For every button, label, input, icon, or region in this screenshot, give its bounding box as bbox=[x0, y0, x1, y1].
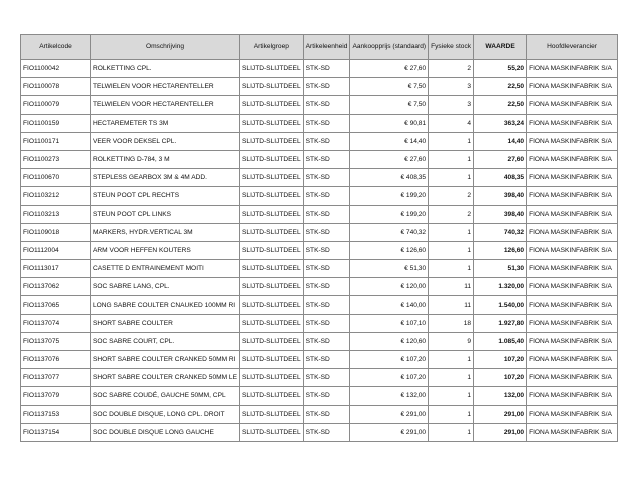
cell-description: ARM VOOR HEFFEN KOUTERS bbox=[91, 241, 240, 259]
cell-quantity: 1 bbox=[429, 369, 474, 387]
cell-quantity: 1 bbox=[429, 405, 474, 423]
table-row bbox=[21, 132, 618, 150]
cell-unit: STK-SD bbox=[303, 114, 350, 132]
cell-code: FIO1103212 bbox=[21, 187, 91, 205]
cell-quantity: 3 bbox=[429, 78, 474, 96]
cell-code: FIO1100171 bbox=[21, 132, 91, 150]
cell-price: € 107,20 bbox=[350, 351, 429, 369]
cell-supplier: FIONA MASKINFABRIK S/A bbox=[527, 369, 618, 387]
header-description: Omschrijving bbox=[91, 35, 240, 60]
cell-description: TELWIELEN VOOR HECTARENTELLER bbox=[91, 96, 240, 114]
cell-price: € 291,00 bbox=[350, 423, 429, 441]
cell-code: FIO1137077 bbox=[21, 369, 91, 387]
cell-code: FIO1137076 bbox=[21, 351, 91, 369]
cell-code: FIO1100670 bbox=[21, 169, 91, 187]
cell-unit: STK-SD bbox=[303, 314, 350, 332]
table-row bbox=[21, 205, 618, 223]
cell-price: € 408,35 bbox=[350, 169, 429, 187]
cell-unit: STK-SD bbox=[303, 423, 350, 441]
cell-quantity: 2 bbox=[429, 205, 474, 223]
cell-group: SLIJTD-SLIJTDEEL bbox=[240, 114, 304, 132]
cell-value: 291,00 bbox=[474, 423, 527, 441]
cell-quantity: 1 bbox=[429, 132, 474, 150]
cell-supplier: FIONA MASKINFABRIK S/A bbox=[527, 169, 618, 187]
cell-unit: STK-SD bbox=[303, 169, 350, 187]
cell-price: € 199,20 bbox=[350, 205, 429, 223]
cell-quantity: 2 bbox=[429, 60, 474, 78]
cell-unit: STK-SD bbox=[303, 223, 350, 241]
cell-code: FIO1100273 bbox=[21, 150, 91, 168]
cell-code: FIO1137154 bbox=[21, 423, 91, 441]
cell-supplier: FIONA MASKINFABRIK S/A bbox=[527, 351, 618, 369]
cell-supplier: FIONA MASKINFABRIK S/A bbox=[527, 387, 618, 405]
cell-code: FIO1100042 bbox=[21, 60, 91, 78]
cell-code: FIO1137075 bbox=[21, 332, 91, 350]
cell-code: FIO1100078 bbox=[21, 78, 91, 96]
cell-description: MARKERS, HYDR.VERTICAL 3M bbox=[91, 223, 240, 241]
cell-code: FIO1109018 bbox=[21, 223, 91, 241]
cell-code: FIO1137079 bbox=[21, 387, 91, 405]
cell-price: € 7,50 bbox=[350, 78, 429, 96]
cell-group: SLIJTD-SLIJTDEEL bbox=[240, 296, 304, 314]
cell-quantity: 1 bbox=[429, 150, 474, 168]
table-row bbox=[21, 387, 618, 405]
table-row bbox=[21, 405, 618, 423]
cell-value: 398,40 bbox=[474, 187, 527, 205]
cell-group: SLIJTD-SLIJTDEEL bbox=[240, 314, 304, 332]
cell-quantity: 9 bbox=[429, 332, 474, 350]
cell-description: TELWIELEN VOOR HECTARENTELLER bbox=[91, 78, 240, 96]
cell-group: SLIJTD-SLIJTDEEL bbox=[240, 169, 304, 187]
cell-group: SLIJTD-SLIJTDEEL bbox=[240, 205, 304, 223]
inventory-sheet bbox=[20, 34, 618, 442]
cell-unit: STK-SD bbox=[303, 132, 350, 150]
cell-price: € 120,60 bbox=[350, 332, 429, 350]
table-row bbox=[21, 223, 618, 241]
cell-group: SLIJTD-SLIJTDEEL bbox=[240, 132, 304, 150]
cell-supplier: FIONA MASKINFABRIK S/A bbox=[527, 78, 618, 96]
cell-unit: STK-SD bbox=[303, 405, 350, 423]
cell-group: SLIJTD-SLIJTDEEL bbox=[240, 150, 304, 168]
cell-group: SLIJTD-SLIJTDEEL bbox=[240, 60, 304, 78]
cell-unit: STK-SD bbox=[303, 96, 350, 114]
cell-description: CASETTE D ENTRAINEMENT MOITI bbox=[91, 260, 240, 278]
table-row bbox=[21, 296, 618, 314]
cell-value: 398,40 bbox=[474, 205, 527, 223]
cell-value: 363,24 bbox=[474, 114, 527, 132]
cell-price: € 740,32 bbox=[350, 223, 429, 241]
cell-price: € 7,50 bbox=[350, 96, 429, 114]
table-row bbox=[21, 423, 618, 441]
cell-value: 132,00 bbox=[474, 387, 527, 405]
cell-value: 14,40 bbox=[474, 132, 527, 150]
cell-price: € 140,00 bbox=[350, 296, 429, 314]
cell-supplier: FIONA MASKINFABRIK S/A bbox=[527, 423, 618, 441]
cell-code: FIO1137153 bbox=[21, 405, 91, 423]
table-row bbox=[21, 187, 618, 205]
table-row bbox=[21, 60, 618, 78]
cell-group: SLIJTD-SLIJTDEEL bbox=[240, 351, 304, 369]
cell-price: € 120,00 bbox=[350, 278, 429, 296]
cell-unit: STK-SD bbox=[303, 351, 350, 369]
cell-group: SLIJTD-SLIJTDEEL bbox=[240, 369, 304, 387]
cell-quantity: 1 bbox=[429, 169, 474, 187]
cell-quantity: 11 bbox=[429, 278, 474, 296]
cell-quantity: 1 bbox=[429, 223, 474, 241]
cell-supplier: FIONA MASKINFABRIK S/A bbox=[527, 260, 618, 278]
cell-price: € 291,00 bbox=[350, 405, 429, 423]
cell-supplier: FIONA MASKINFABRIK S/A bbox=[527, 96, 618, 114]
cell-price: € 126,60 bbox=[350, 241, 429, 259]
cell-value: 22,50 bbox=[474, 96, 527, 114]
cell-code: FIO1103213 bbox=[21, 205, 91, 223]
table-row bbox=[21, 150, 618, 168]
cell-code: FIO1112004 bbox=[21, 241, 91, 259]
table-row bbox=[21, 241, 618, 259]
cell-description: VEER VOOR DEKSEL CPL. bbox=[91, 132, 240, 150]
cell-supplier: FIONA MASKINFABRIK S/A bbox=[527, 114, 618, 132]
cell-code: FIO1137062 bbox=[21, 278, 91, 296]
header-unit: Artikeleenheid bbox=[303, 35, 350, 60]
cell-quantity: 1 bbox=[429, 260, 474, 278]
table-body bbox=[21, 60, 618, 442]
cell-unit: STK-SD bbox=[303, 260, 350, 278]
table-row bbox=[21, 78, 618, 96]
header-row bbox=[21, 35, 618, 60]
cell-unit: STK-SD bbox=[303, 241, 350, 259]
cell-value: 126,60 bbox=[474, 241, 527, 259]
cell-description: SOC DOUBLE DISQUE LONG GAUCHE bbox=[91, 423, 240, 441]
cell-code: FIO1100159 bbox=[21, 114, 91, 132]
cell-description: SOC SABRE COURT, CPL. bbox=[91, 332, 240, 350]
header-quantity: Fysieke stock bbox=[429, 35, 474, 60]
cell-supplier: FIONA MASKINFABRIK S/A bbox=[527, 205, 618, 223]
table-row bbox=[21, 369, 618, 387]
cell-code: FIO1137065 bbox=[21, 296, 91, 314]
cell-group: SLIJTD-SLIJTDEEL bbox=[240, 241, 304, 259]
cell-quantity: 2 bbox=[429, 187, 474, 205]
cell-code: FIO1100079 bbox=[21, 96, 91, 114]
cell-value: 1.540,00 bbox=[474, 296, 527, 314]
cell-value: 27,60 bbox=[474, 150, 527, 168]
cell-unit: STK-SD bbox=[303, 205, 350, 223]
cell-value: 107,20 bbox=[474, 369, 527, 387]
header-group: Artikelgroep bbox=[240, 35, 304, 60]
cell-description: ROLKETTING D-784, 3 M bbox=[91, 150, 240, 168]
cell-quantity: 11 bbox=[429, 296, 474, 314]
cell-supplier: FIONA MASKINFABRIK S/A bbox=[527, 132, 618, 150]
cell-unit: STK-SD bbox=[303, 387, 350, 405]
cell-unit: STK-SD bbox=[303, 78, 350, 96]
cell-unit: STK-SD bbox=[303, 278, 350, 296]
cell-price: € 14,40 bbox=[350, 132, 429, 150]
table-row bbox=[21, 314, 618, 332]
table-row bbox=[21, 332, 618, 350]
cell-value: 107,20 bbox=[474, 351, 527, 369]
cell-code: FIO1113017 bbox=[21, 260, 91, 278]
cell-supplier: FIONA MASKINFABRIK S/A bbox=[527, 150, 618, 168]
cell-group: SLIJTD-SLIJTDEEL bbox=[240, 332, 304, 350]
cell-group: SLIJTD-SLIJTDEEL bbox=[240, 423, 304, 441]
inventory-table bbox=[20, 34, 618, 442]
cell-description: SHORT SABRE COULTER CRANKED 50MM RI bbox=[91, 351, 240, 369]
cell-price: € 51,30 bbox=[350, 260, 429, 278]
table-row bbox=[21, 260, 618, 278]
cell-value: 1.927,80 bbox=[474, 314, 527, 332]
cell-unit: STK-SD bbox=[303, 369, 350, 387]
cell-price: € 27,60 bbox=[350, 60, 429, 78]
cell-price: € 90,81 bbox=[350, 114, 429, 132]
cell-group: SLIJTD-SLIJTDEEL bbox=[240, 278, 304, 296]
cell-supplier: FIONA MASKINFABRIK S/A bbox=[527, 60, 618, 78]
cell-value: 55,20 bbox=[474, 60, 527, 78]
cell-unit: STK-SD bbox=[303, 296, 350, 314]
table-row bbox=[21, 96, 618, 114]
cell-price: € 132,00 bbox=[350, 387, 429, 405]
cell-supplier: FIONA MASKINFABRIK S/A bbox=[527, 405, 618, 423]
cell-supplier: FIONA MASKINFABRIK S/A bbox=[527, 296, 618, 314]
header-code: Artikelcode bbox=[21, 35, 91, 60]
cell-quantity: 3 bbox=[429, 96, 474, 114]
cell-unit: STK-SD bbox=[303, 60, 350, 78]
cell-value: 22,50 bbox=[474, 78, 527, 96]
cell-quantity: 4 bbox=[429, 114, 474, 132]
cell-description: LONG SABRE COULTER CNAUKED 100MM RI bbox=[91, 296, 240, 314]
cell-quantity: 1 bbox=[429, 241, 474, 259]
cell-description: HECTAREMETER TS 3M bbox=[91, 114, 240, 132]
cell-price: € 199,20 bbox=[350, 187, 429, 205]
cell-group: SLIJTD-SLIJTDEEL bbox=[240, 78, 304, 96]
table-header bbox=[21, 35, 618, 60]
cell-description: STEUN POOT CPL RECHTS bbox=[91, 187, 240, 205]
table-row bbox=[21, 351, 618, 369]
header-price: Aankoopprijs (standaard) bbox=[350, 35, 429, 60]
cell-group: SLIJTD-SLIJTDEEL bbox=[240, 187, 304, 205]
cell-unit: STK-SD bbox=[303, 150, 350, 168]
cell-supplier: FIONA MASKINFABRIK S/A bbox=[527, 223, 618, 241]
cell-supplier: FIONA MASKINFABRIK S/A bbox=[527, 187, 618, 205]
cell-group: SLIJTD-SLIJTDEEL bbox=[240, 96, 304, 114]
table-row bbox=[21, 114, 618, 132]
cell-group: SLIJTD-SLIJTDEEL bbox=[240, 260, 304, 278]
cell-quantity: 1 bbox=[429, 423, 474, 441]
cell-price: € 107,10 bbox=[350, 314, 429, 332]
cell-description: STEPLESS GEARBOX 3M & 4M ADD. bbox=[91, 169, 240, 187]
cell-quantity: 1 bbox=[429, 351, 474, 369]
cell-description: SHORT SABRE COULTER CRANKED 50MM LE bbox=[91, 369, 240, 387]
cell-description: STEUN POOT CPL LINKS bbox=[91, 205, 240, 223]
cell-unit: STK-SD bbox=[303, 187, 350, 205]
cell-supplier: FIONA MASKINFABRIK S/A bbox=[527, 314, 618, 332]
table-row bbox=[21, 278, 618, 296]
cell-value: 51,30 bbox=[474, 260, 527, 278]
cell-group: SLIJTD-SLIJTDEEL bbox=[240, 223, 304, 241]
cell-description: SOC DOUBLE DISQUE, LONG CPL. DROIT bbox=[91, 405, 240, 423]
cell-value: 408,35 bbox=[474, 169, 527, 187]
table-row bbox=[21, 169, 618, 187]
header-supplier: Hoofdleverancier bbox=[527, 35, 618, 60]
cell-description: ROLKETTING CPL. bbox=[91, 60, 240, 78]
cell-description: SHORT SABRE COULTER bbox=[91, 314, 240, 332]
cell-quantity: 1 bbox=[429, 387, 474, 405]
cell-code: FIO1137074 bbox=[21, 314, 91, 332]
cell-group: SLIJTD-SLIJTDEEL bbox=[240, 405, 304, 423]
cell-value: 1.085,40 bbox=[474, 332, 527, 350]
cell-value: 291,00 bbox=[474, 405, 527, 423]
cell-supplier: FIONA MASKINFABRIK S/A bbox=[527, 278, 618, 296]
cell-group: SLIJTD-SLIJTDEEL bbox=[240, 387, 304, 405]
cell-description: SOC SABRE LANG, CPL. bbox=[91, 278, 240, 296]
cell-price: € 27,60 bbox=[350, 150, 429, 168]
cell-supplier: FIONA MASKINFABRIK S/A bbox=[527, 332, 618, 350]
cell-value: 1.320,00 bbox=[474, 278, 527, 296]
cell-supplier: FIONA MASKINFABRIK S/A bbox=[527, 241, 618, 259]
header-value: WAARDE bbox=[474, 35, 527, 60]
cell-unit: STK-SD bbox=[303, 332, 350, 350]
cell-value: 740,32 bbox=[474, 223, 527, 241]
cell-price: € 107,20 bbox=[350, 369, 429, 387]
cell-quantity: 18 bbox=[429, 314, 474, 332]
cell-description: SOC SABRE COUDÉ, GAUCHE 50MM, CPL bbox=[91, 387, 240, 405]
